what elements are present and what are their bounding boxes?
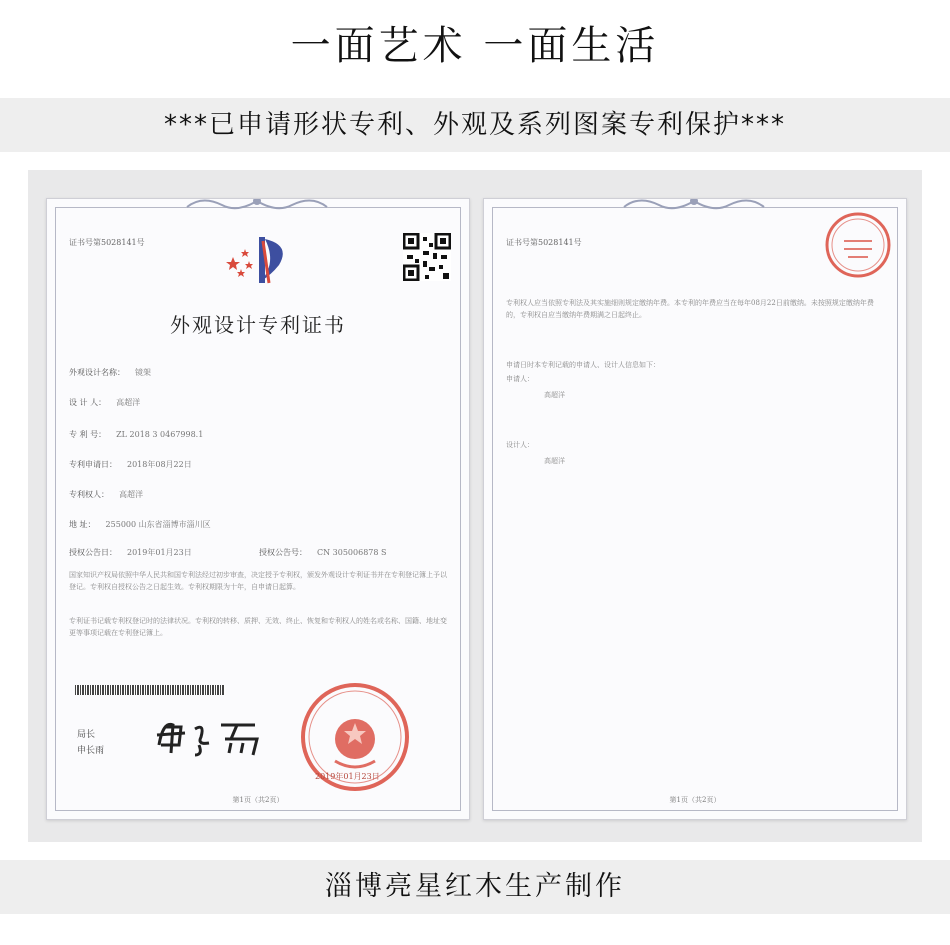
certificate-back-page — [483, 198, 907, 820]
designer-label: 设计人： — [506, 441, 534, 449]
field-application-date: 专利申请日： 2018年08月22日 — [69, 460, 192, 469]
cert-number: 证书号第5028141号 — [69, 238, 145, 247]
certificate-statement: 国家知识产权局依照中华人民共和国专利法经过初步审查，决定授予专利权，颁发外观设计专利证书并在专利登记簿上予以登记。专利权自授权公告之日起生效。专利权期限为十年，自申请日起算。 — [69, 571, 447, 591]
field-patentee: 专利权人： 高超洋 — [69, 490, 143, 499]
patent-office-logo-icon — [219, 231, 299, 289]
applicant-info-intro: 申请日时本专利记载的申请人、设计人信息如下： — [506, 361, 660, 369]
certificate-legal-note: 专利证书记载专利权登记时的法律状况。专利权的转移、质押、无效、终止、恢复和专利权人的姓名或名称、国籍、地址变更等事项记载在专利登记簿上。 — [69, 617, 447, 637]
page-title: 一面艺术 一面生活 — [290, 23, 660, 69]
field-grant-number: 授权公告号： CN 305006878 S — [259, 548, 387, 557]
barcode — [75, 685, 225, 695]
field-designer: 设 计 人： 高超洋 — [69, 398, 141, 407]
annual-fee-note: 专利权人应当依照专利法及其实施细则规定缴纳年费。本专利的年费应当在每年08月22日前缴纳。未按照规定缴纳年费的，专利权自应当缴纳年费期满之日起终止。 — [506, 299, 874, 319]
field-design-name: 外观设计名称： 镜架 — [69, 368, 151, 377]
field-grant-date: 授权公告日： 2019年01月23日 — [69, 548, 192, 557]
top-ornament-icon — [182, 198, 332, 215]
patent-notice-banner: ***已申请形状专利、外观及系列图案专利保护*** — [0, 98, 950, 152]
design-patent-certificate — [46, 198, 470, 820]
top-ornament-icon — [619, 198, 769, 215]
official-seal-icon — [824, 211, 892, 279]
seal-date: 2019年01月23日 — [315, 772, 380, 781]
field-patent-number: 专 利 号： ZL 2018 3 0467998.1 — [69, 430, 204, 439]
field-address: 地 址： 255000 山东省淄博市淄川区 — [69, 520, 211, 529]
applicant-name: 高超洋 — [544, 391, 565, 399]
manufacturer-banner: 淄博亮星红木生产制作 — [0, 860, 950, 914]
designer-name: 高超洋 — [544, 457, 565, 465]
director-signature-icon — [151, 715, 271, 759]
certificate-title: 外观设计专利证书 — [170, 313, 346, 337]
page-number: 第1页（共2页） — [232, 796, 284, 804]
page-number: 第1页（共2页） — [669, 796, 721, 804]
applicant-label: 申请人： — [506, 375, 534, 383]
qr-code-icon — [403, 233, 451, 281]
director-title-label: 局长 — [77, 730, 96, 740]
cert-number: 证书号第5028141号 — [506, 238, 582, 247]
director-name-label: 申长雨 — [77, 746, 105, 756]
